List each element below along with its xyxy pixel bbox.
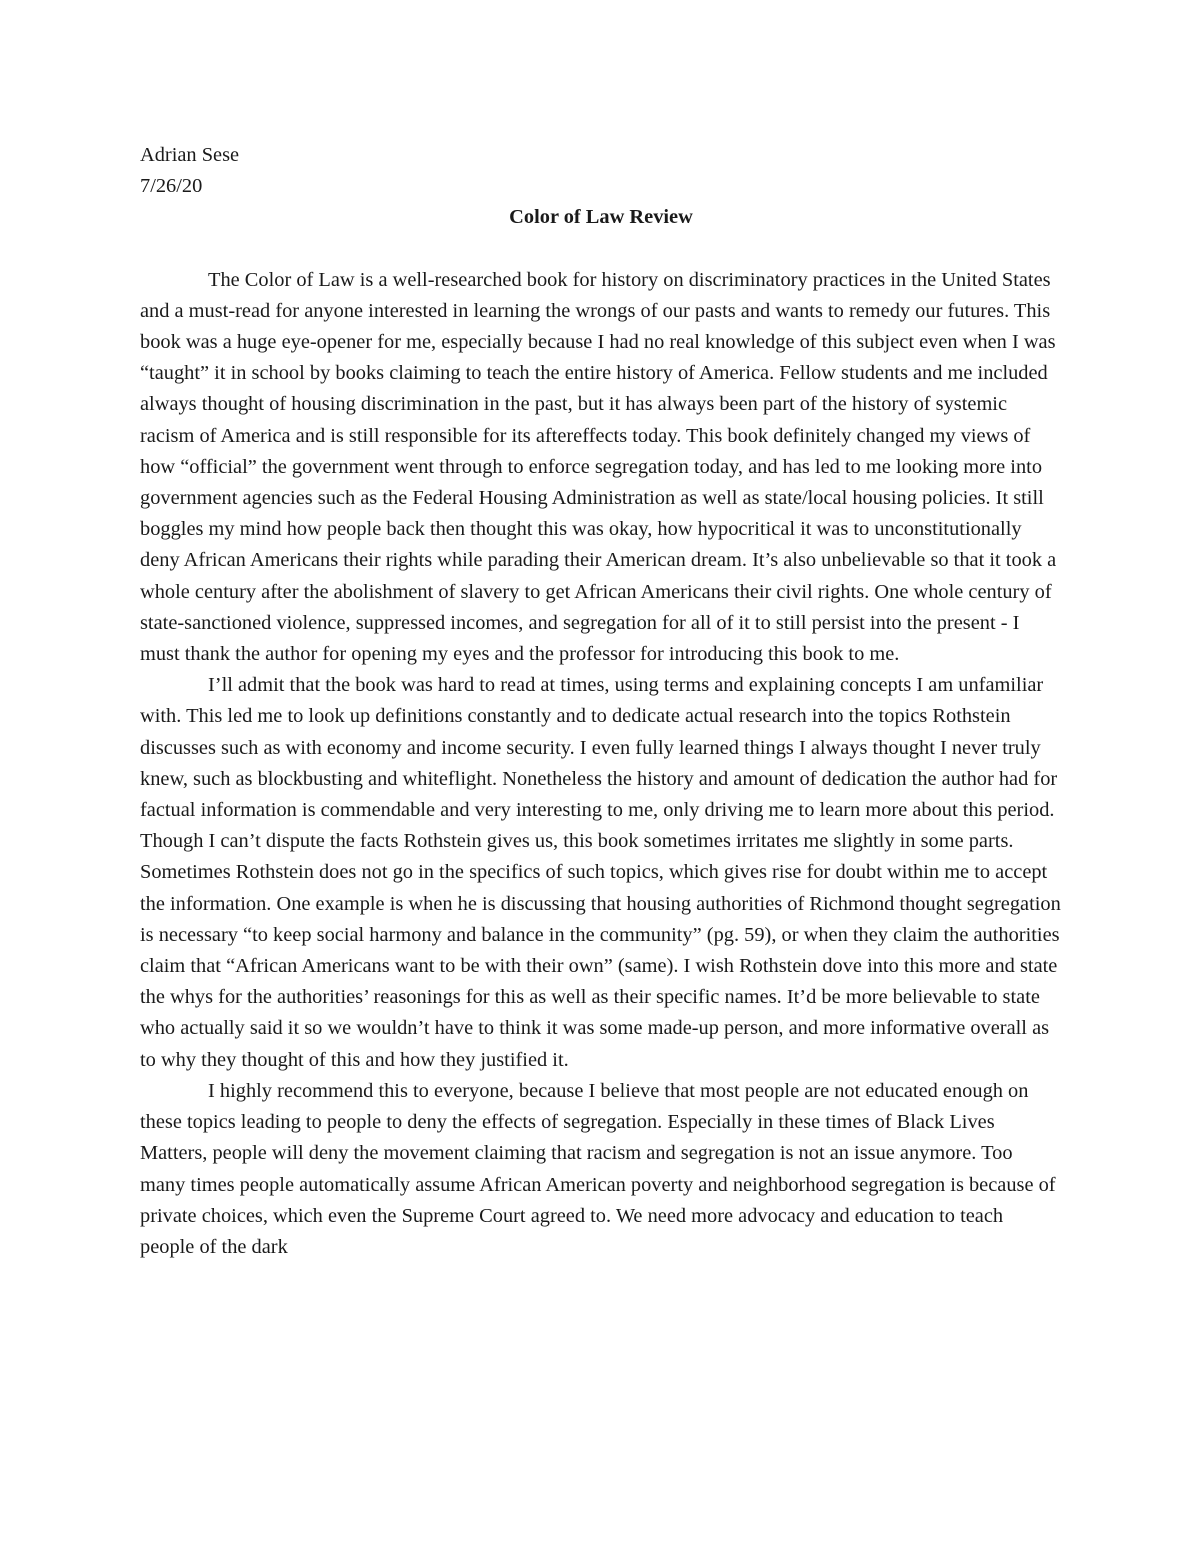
document-date: 7/26/20 <box>140 175 203 198</box>
document-body <box>140 140 1062 1263</box>
paragraph-2: I’ll admit that the book was hard to read at times, using terms and explaining concepts I am unfamiliar with. This led me to look up definitions constantly and to dedicate actual research into the topics Rothstein discusses such as with economy and income security. I even fully learned things I always thought I never truly knew, such as blockbusting and whiteflight. Nonetheless the history and amount of dedication the author had for factual information is commendable and very interesting to me, only driving me to learn more about this period. Though I can’t dispute the facts Rothstein gives us, this book sometimes irritates me slightly in some parts. Sometimes Rothstein does not go in the specifics of such topics, which gives rise for doubt within me to accept the information. One example is when he is discussing that housing authorities of Richmond thought segregation is necessary “to keep social harmony and balance in the community” (pg. 59), or when they claim the authorities claim that “African Americans want to be with their own” (same). I wish Rothstein dove into this more and state the whys for the authorities’ reasonings for this as well as their specific names. It’d be more believable to state who actually said it so we wouldn’t have to think it was some made-up person, and more informative overall as to why they thought of this and how they justified it. <box>140 674 1061 1071</box>
document-title: Color of Law Review <box>509 206 693 229</box>
author-name: Adrian Sese <box>140 144 240 166</box>
paragraph-1: The Color of Law is a well-researched book for history on discriminatory practices in the United States and a must-read for anyone interested in learning the wrongs of our pasts and wants to remedy our futures. This book was a huge eye-opener for me, especially because I had no real knowledge of this subject even when I was “taught” it in school by books claiming to teach the entire history of America. Fellow students and me included always thought of housing discrimination in the past, but it has always been part of the history of systemic racism of America and is still responsible for its aftereffects today. This book definitely changed my views of how “official” the government went through to enforce segregation today, and has led to me looking more into government agencies such as the Federal Housing Administration as well as state/local housing policies. It still boggles my mind how people back then thought this was okay, how hypocritical it was to unconstitutionally deny African Americans their rights while parading their American dream. It’s also unbelievable so that it took a whole century after the abolishment of slavery to get African Americans their civil rights. One whole century of state-sanctioned violence, suppressed incomes, and segregation for all of it to still persist into the present - I must thank the author for opening my eyes and the professor for introducing this book to me. <box>140 268 1057 666</box>
review-text <box>140 265 1062 1264</box>
paragraph-3: I highly recommend this to everyone, because I believe that most people are not educated enough on these topics leading to people to deny the effects of segregation. Especially in these times of Black Lives Matters, people will deny the movement claiming that racism and segregation is not an issue anymore. Too many times people automatically assume African American poverty and neighborhood segregation is because of private choices, which even the Supreme Court agreed to. We need more advocacy and education to teach people of the dark <box>140 1079 1056 1258</box>
